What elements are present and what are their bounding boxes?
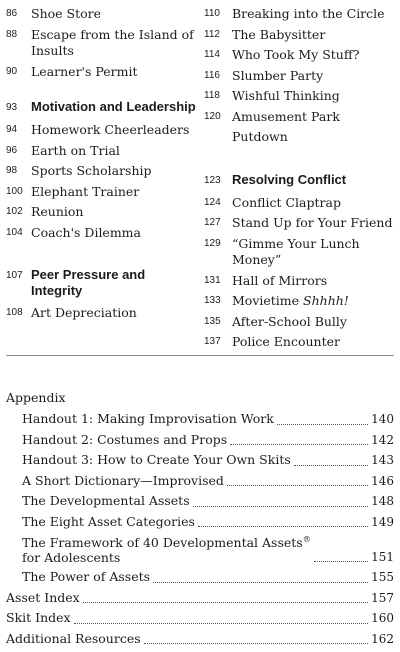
entry-title-text: Movietime bbox=[232, 293, 300, 308]
toc-right-column bbox=[204, 4, 396, 353]
page-number: 118 bbox=[204, 90, 220, 101]
page-number: 123 bbox=[204, 174, 221, 186]
page-number: 160 bbox=[371, 611, 394, 626]
page-number: 90 bbox=[6, 65, 18, 77]
toc-entry[interactable] bbox=[204, 213, 396, 234]
entry-title: Hall of Mirrors bbox=[232, 272, 328, 288]
toc-entry[interactable] bbox=[6, 120, 196, 141]
page-number: 148 bbox=[371, 494, 394, 508]
appendix-item[interactable] bbox=[6, 409, 394, 430]
entry-title: “Gimme Your Lunch Money” bbox=[232, 235, 360, 267]
toc-entry[interactable] bbox=[204, 291, 396, 312]
appendix-item[interactable] bbox=[6, 491, 394, 512]
entry-title: Shoe Store bbox=[31, 6, 101, 21]
toc-entry[interactable] bbox=[204, 86, 396, 107]
toc-entry[interactable] bbox=[6, 202, 196, 223]
back-matter-item[interactable] bbox=[6, 588, 394, 609]
entry-title: Earth on Trial bbox=[31, 142, 120, 158]
page-number: 104 bbox=[6, 226, 23, 238]
dot-leader bbox=[153, 582, 368, 583]
entry-title: Slumber Party bbox=[232, 67, 324, 83]
page-number: 120 bbox=[204, 110, 221, 122]
appendix-item[interactable] bbox=[6, 512, 394, 533]
item-label: The Eight Asset Categories bbox=[22, 513, 195, 529]
item-label: Additional Resources bbox=[6, 630, 141, 646]
section-title: Resolving Conflict bbox=[232, 171, 347, 187]
page-number: 102 bbox=[6, 206, 23, 217]
item-label: Handout 1: Making Improvisation Work bbox=[22, 411, 274, 426]
page-number: 108 bbox=[6, 307, 23, 318]
entry-title: Homework Cheerleaders bbox=[31, 122, 190, 137]
dot-leader bbox=[230, 444, 368, 445]
entry-title: Who Took My Stuff? bbox=[232, 47, 360, 62]
toc-entry[interactable] bbox=[6, 62, 196, 83]
appendix-item[interactable] bbox=[6, 430, 394, 451]
section-title: Peer Pressure and Integrity bbox=[31, 267, 146, 298]
page-number: 137 bbox=[204, 336, 221, 347]
toc-entry[interactable] bbox=[6, 141, 196, 162]
item-label: Handout 2: Costumes and Props bbox=[22, 431, 228, 447]
page-number: 129 bbox=[204, 237, 221, 249]
appendix-item[interactable] bbox=[6, 532, 394, 567]
page-number: 143 bbox=[371, 453, 394, 467]
page-number: 112 bbox=[204, 28, 220, 40]
toc-entry[interactable] bbox=[204, 234, 396, 271]
toc-entry[interactable] bbox=[6, 223, 196, 244]
dot-leader bbox=[83, 602, 368, 603]
page-number: 116 bbox=[204, 69, 220, 81]
dot-leader bbox=[294, 465, 368, 466]
item-label: The Developmental Assets bbox=[22, 493, 190, 508]
page-number: 107 bbox=[6, 270, 23, 281]
entry-title: The Babysitter bbox=[232, 26, 326, 42]
page-number: 146 bbox=[371, 473, 394, 488]
entry-title: Breaking into the Circle bbox=[232, 6, 385, 21]
toc-entry[interactable] bbox=[204, 66, 396, 87]
entry-title: Coach's Dilemma bbox=[31, 224, 141, 240]
toc-entry[interactable] bbox=[204, 312, 396, 333]
toc-entry[interactable] bbox=[204, 107, 396, 148]
page-number: 151 bbox=[371, 549, 394, 564]
item-label: Asset Index bbox=[6, 589, 80, 605]
page-number: 86 bbox=[6, 8, 18, 19]
dot-leader bbox=[74, 623, 369, 624]
page-number: 133 bbox=[204, 295, 221, 306]
item-label: A Short Dictionary—Improvised bbox=[22, 472, 224, 488]
page-number: 157 bbox=[371, 590, 394, 605]
back-matter-item[interactable] bbox=[6, 608, 394, 629]
registered-mark: ® bbox=[302, 535, 311, 544]
entry-title: Art Depreciation bbox=[31, 305, 137, 320]
back-matter-item[interactable] bbox=[6, 629, 394, 650]
item-label: Handout 3: How to Create Your Own Skits bbox=[22, 452, 291, 467]
page-number: 114 bbox=[204, 49, 220, 60]
page-number: 88 bbox=[6, 28, 18, 40]
page-number: 135 bbox=[204, 315, 221, 327]
entry-title: Police Encounter bbox=[232, 334, 340, 349]
entry-title: Sports Scholarship bbox=[31, 163, 152, 178]
page-number: 124 bbox=[204, 196, 221, 208]
entry-title: After-School Bully bbox=[232, 313, 347, 329]
toc-entry[interactable] bbox=[6, 4, 196, 25]
toc-entry[interactable] bbox=[204, 4, 396, 25]
entry-title: Reunion bbox=[31, 204, 84, 219]
page-number: 127 bbox=[204, 217, 221, 228]
appendix-item[interactable] bbox=[6, 450, 394, 471]
page-number: 110 bbox=[204, 8, 220, 19]
page-number: 140 bbox=[371, 412, 394, 426]
page-number: 162 bbox=[371, 631, 394, 646]
page-number: 100 bbox=[6, 185, 23, 197]
toc-entry[interactable] bbox=[204, 193, 396, 214]
dot-leader bbox=[277, 424, 368, 425]
toc-entry[interactable] bbox=[6, 182, 196, 203]
toc-entry[interactable] bbox=[204, 332, 396, 353]
appendix-section bbox=[6, 388, 394, 649]
dot-leader bbox=[227, 485, 368, 486]
dot-leader bbox=[144, 643, 368, 644]
entry-title: Wishful Thinking bbox=[232, 88, 340, 103]
item-label: The Power of Assets bbox=[22, 569, 151, 585]
entry-title: Conflict Claptrap bbox=[232, 194, 341, 210]
appendix-item[interactable] bbox=[6, 471, 394, 492]
appendix-title: Appendix bbox=[6, 390, 66, 405]
item-label bbox=[22, 532, 311, 567]
toc-entry[interactable] bbox=[6, 25, 196, 62]
page-number: 96 bbox=[6, 144, 18, 156]
page-number: 93 bbox=[6, 102, 18, 113]
entry-title bbox=[232, 291, 396, 312]
item-label-line1: The Framework of 40 Developmental Assets bbox=[22, 535, 303, 551]
dot-leader bbox=[314, 561, 368, 562]
page-number: 142 bbox=[371, 432, 394, 447]
toc-left-column bbox=[6, 4, 196, 324]
entry-title: Amusement Park Putdown bbox=[232, 108, 340, 144]
item-label: Skit Index bbox=[6, 610, 71, 626]
toc-entry[interactable] bbox=[204, 271, 396, 292]
page-number: 94 bbox=[6, 124, 18, 135]
section-title: Motivation and Leadership bbox=[31, 99, 196, 114]
page-number: 98 bbox=[6, 165, 18, 176]
appendix-item[interactable] bbox=[6, 567, 394, 588]
entry-title-italic: Shhhh! bbox=[303, 293, 349, 308]
item-label-line2: for Adolescents bbox=[22, 550, 121, 566]
toc-entry[interactable] bbox=[204, 45, 396, 66]
page-number: 149 bbox=[371, 514, 394, 529]
dot-leader bbox=[198, 526, 368, 527]
section-heading[interactable] bbox=[6, 267, 196, 299]
dot-leader bbox=[193, 506, 368, 507]
entry-title: Elephant Trainer bbox=[31, 183, 140, 199]
section-divider bbox=[6, 355, 394, 358]
toc-entry[interactable] bbox=[6, 303, 196, 324]
toc-entry[interactable] bbox=[6, 161, 196, 182]
page-number: 131 bbox=[204, 274, 221, 286]
entry-title: Escape from the Island of Insults bbox=[31, 26, 194, 58]
toc-entry[interactable] bbox=[204, 25, 396, 46]
entry-title: Stand Up for Your Friend bbox=[232, 215, 393, 230]
section-heading[interactable] bbox=[204, 172, 396, 189]
section-heading[interactable] bbox=[6, 99, 196, 116]
page-number: 155 bbox=[371, 570, 394, 585]
entry-title: Learner's Permit bbox=[31, 63, 138, 79]
